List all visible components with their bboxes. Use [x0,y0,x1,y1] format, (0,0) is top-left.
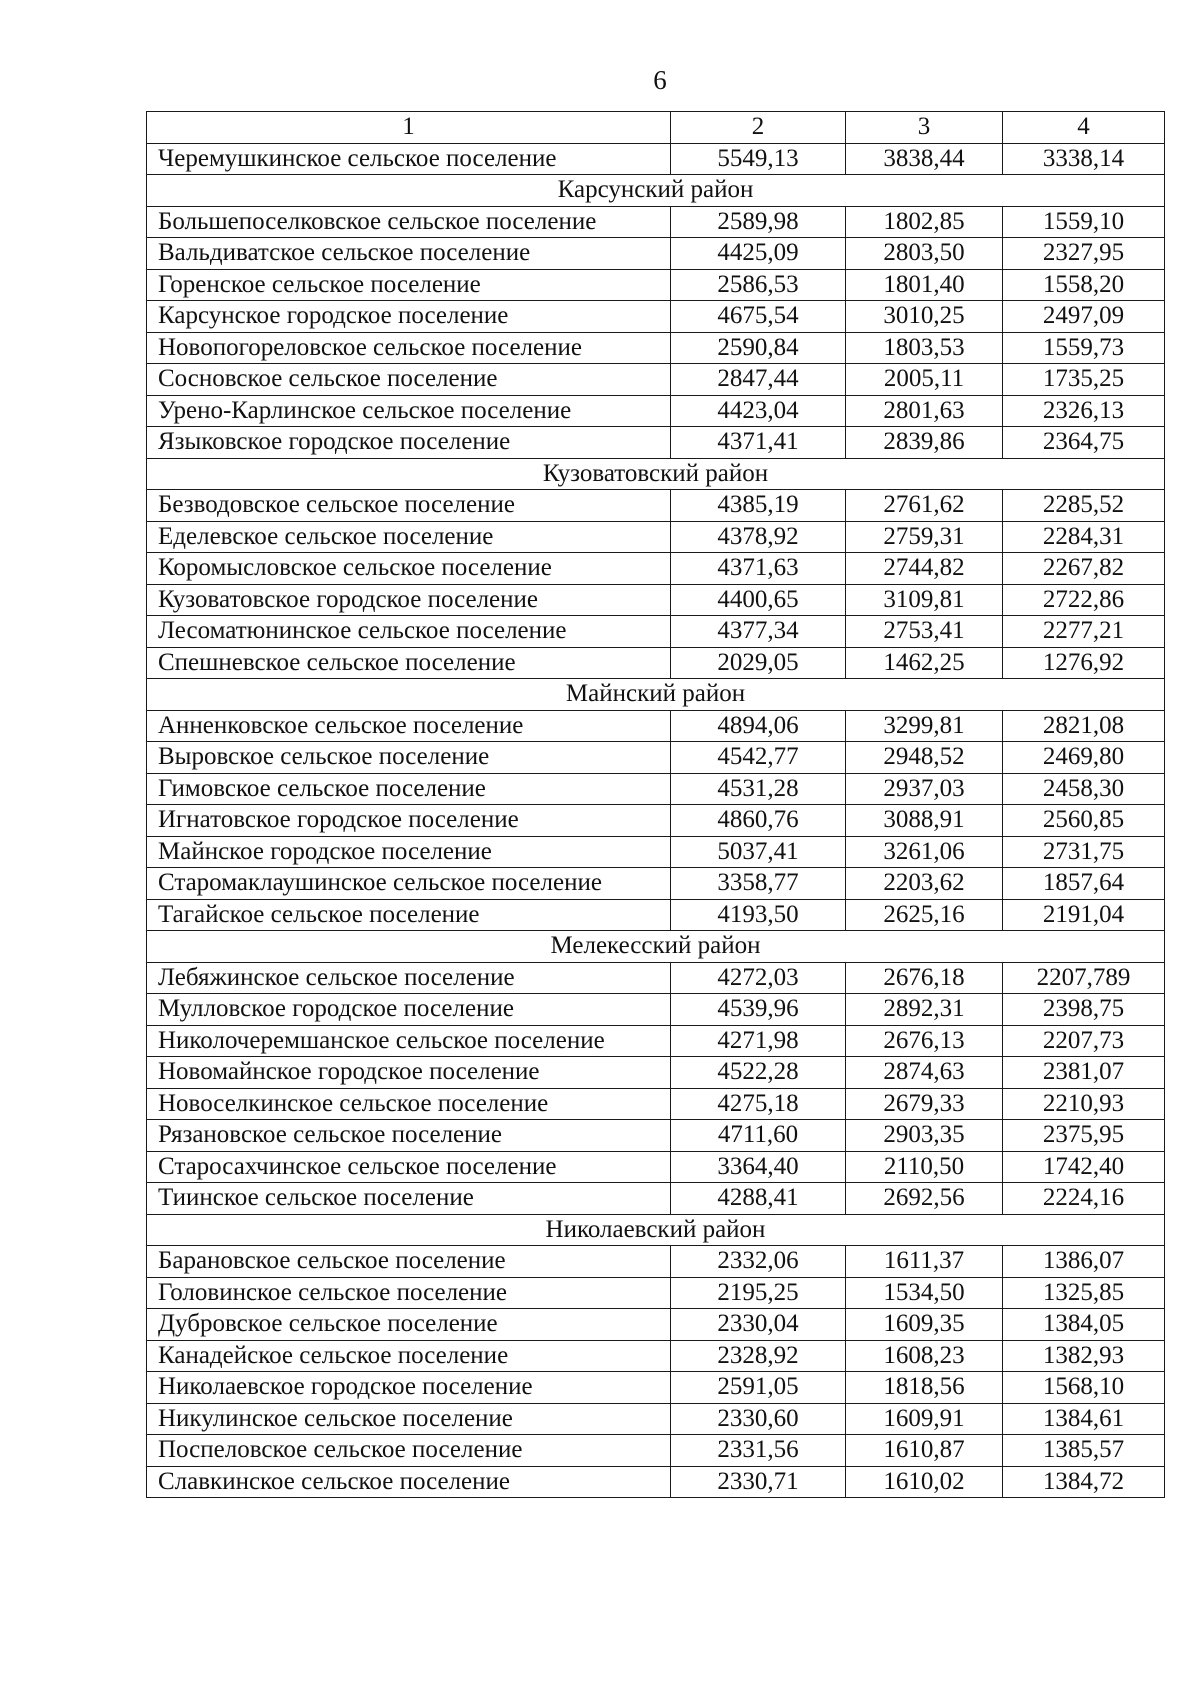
section-row [147,1214,1165,1246]
value-col-3: 2679,33 [846,1088,1003,1120]
settlement-name: Славкинское сельское поселение [147,1466,671,1498]
value-col-3: 2948,52 [846,742,1003,774]
table-row [147,1372,1165,1404]
value-col-3: 2759,31 [846,521,1003,553]
settlement-name: Старомаклаушинское сельское поселение [147,868,671,900]
value-col-3: 2676,18 [846,962,1003,994]
value-col-4: 1382,93 [1003,1340,1165,1372]
value-col-4: 1385,57 [1003,1435,1165,1467]
table-row [147,836,1165,868]
value-col-2: 4711,60 [671,1120,846,1152]
value-col-4: 1276,92 [1003,647,1165,679]
district-heading: Кузоватовский район [147,458,1165,490]
value-col-3: 1608,23 [846,1340,1003,1372]
settlement-name: Еделевское сельское поселение [147,521,671,553]
table-row [147,1057,1165,1089]
table-body [147,112,1165,1498]
settlement-name: Старосахчинское сельское поселение [147,1151,671,1183]
value-col-4: 1384,72 [1003,1466,1165,1498]
table-row [147,584,1165,616]
table-row [147,616,1165,648]
value-col-2: 2330,71 [671,1466,846,1498]
value-col-3: 2903,35 [846,1120,1003,1152]
settlement-name: Лесоматюнинское сельское поселение [147,616,671,648]
value-col-3: 1801,40 [846,269,1003,301]
table-row [147,868,1165,900]
value-col-4: 2284,31 [1003,521,1165,553]
value-col-3: 1611,37 [846,1246,1003,1278]
value-col-2: 4894,06 [671,710,846,742]
table-row [147,1403,1165,1435]
section-row [147,458,1165,490]
value-col-4: 1559,73 [1003,332,1165,364]
value-col-4: 1857,64 [1003,868,1165,900]
value-col-3: 1609,35 [846,1309,1003,1341]
value-col-3: 2801,63 [846,395,1003,427]
value-col-3: 2761,62 [846,490,1003,522]
table-row [147,427,1165,459]
district-heading: Николаевский район [147,1214,1165,1246]
value-col-2: 2328,92 [671,1340,846,1372]
value-col-2: 4542,77 [671,742,846,774]
value-col-4: 2381,07 [1003,1057,1165,1089]
section-row [147,175,1165,207]
value-col-2: 4288,41 [671,1183,846,1215]
settlement-name: Горенское сельское поселение [147,269,671,301]
value-col-3: 1462,25 [846,647,1003,679]
value-col-3: 2803,50 [846,238,1003,270]
value-col-2: 4272,03 [671,962,846,994]
settlement-name: Тагайское сельское поселение [147,899,671,931]
value-col-3: 2753,41 [846,616,1003,648]
table-row [147,206,1165,238]
table-row [147,1120,1165,1152]
settlement-name: Сосновское сельское поселение [147,364,671,396]
settlement-name: Дубровское сельское поселение [147,1309,671,1341]
value-col-3: 3088,91 [846,805,1003,837]
settlement-name: Рязановское сельское поселение [147,1120,671,1152]
value-col-4: 2458,30 [1003,773,1165,805]
table-row [147,1246,1165,1278]
value-col-2: 4271,98 [671,1025,846,1057]
value-col-2: 4860,76 [671,805,846,837]
value-col-2: 4675,54 [671,301,846,333]
value-col-4: 2722,86 [1003,584,1165,616]
section-row [147,931,1165,963]
value-col-4: 2560,85 [1003,805,1165,837]
settlement-name: Барановское сельское поселение [147,1246,671,1278]
table-row [147,269,1165,301]
value-col-3: 2676,13 [846,1025,1003,1057]
value-col-4: 2326,13 [1003,395,1165,427]
table-row [147,805,1165,837]
value-col-3: 1610,87 [846,1435,1003,1467]
value-col-3: 3010,25 [846,301,1003,333]
value-col-3: 2937,03 [846,773,1003,805]
value-col-3: 1610,02 [846,1466,1003,1498]
value-col-4: 1559,10 [1003,206,1165,238]
value-col-3: 1534,50 [846,1277,1003,1309]
value-col-4: 2210,93 [1003,1088,1165,1120]
settlement-name: Майнское городское поселение [147,836,671,868]
district-heading: Майнский район [147,679,1165,711]
value-col-4: 2224,16 [1003,1183,1165,1215]
value-col-3: 1609,91 [846,1403,1003,1435]
value-col-4: 2364,75 [1003,427,1165,459]
value-col-4: 2398,75 [1003,994,1165,1026]
value-col-2: 4385,19 [671,490,846,522]
value-col-2: 4193,50 [671,899,846,931]
table-row [147,1183,1165,1215]
table-row [147,1151,1165,1183]
value-col-2: 3364,40 [671,1151,846,1183]
settlement-name: Выровское сельское поселение [147,742,671,774]
value-col-2: 4275,18 [671,1088,846,1120]
value-col-4: 2821,08 [1003,710,1165,742]
value-col-4: 2469,80 [1003,742,1165,774]
settlement-name: Николочеремшанское сельское поселение [147,1025,671,1057]
settlement-name: Коромысловское сельское поселение [147,553,671,585]
value-col-4: 1568,10 [1003,1372,1165,1404]
table-row [147,143,1165,175]
value-col-2: 2029,05 [671,647,846,679]
settlement-name: Лебяжинское сельское поселение [147,962,671,994]
value-col-2: 2195,25 [671,1277,846,1309]
settlement-name: Языковское городское поселение [147,427,671,459]
settlement-name: Новомайнское городское поселение [147,1057,671,1089]
settlement-name: Кузоватовское городское поселение [147,584,671,616]
value-col-4: 1386,07 [1003,1246,1165,1278]
page-number: 6 [653,65,667,95]
table-row [147,364,1165,396]
settlement-name: Канадейское сельское поселение [147,1340,671,1372]
value-col-2: 2332,06 [671,1246,846,1278]
header-row [147,112,1165,144]
value-col-2: 2591,05 [671,1372,846,1404]
table-row [147,962,1165,994]
value-col-3: 1802,85 [846,206,1003,238]
column-header-1: 1 [147,112,671,144]
value-col-2: 4400,65 [671,584,846,616]
value-col-2: 2586,53 [671,269,846,301]
settlement-name: Безводовское сельское поселение [147,490,671,522]
value-col-4: 1558,20 [1003,269,1165,301]
table-row [147,710,1165,742]
settlement-name: Карсунское городское поселение [147,301,671,333]
value-col-3: 3109,81 [846,584,1003,616]
settlement-name: Николаевское городское поселение [147,1372,671,1404]
section-row [147,679,1165,711]
table-row [147,1088,1165,1120]
settlement-name: Игнатовское городское поселение [147,805,671,837]
value-col-2: 4531,28 [671,773,846,805]
district-heading: Мелекесский район [147,931,1165,963]
table-row [147,301,1165,333]
value-col-3: 3838,44 [846,143,1003,175]
settlement-name: Тиинское сельское поселение [147,1183,671,1215]
settlement-name: Мулловское городское поселение [147,994,671,1026]
table-row [147,1466,1165,1498]
value-col-4: 2267,82 [1003,553,1165,585]
value-col-2: 3358,77 [671,868,846,900]
table-row [147,521,1165,553]
value-col-2: 4378,92 [671,521,846,553]
value-col-4: 2285,52 [1003,490,1165,522]
value-col-2: 2331,56 [671,1435,846,1467]
settlement-name: Новоселкинское сельское поселение [147,1088,671,1120]
value-col-4: 2191,04 [1003,899,1165,931]
value-col-2: 4539,96 [671,994,846,1026]
value-col-4: 2327,95 [1003,238,1165,270]
settlement-name: Спешневское сельское поселение [147,647,671,679]
value-col-3: 2874,63 [846,1057,1003,1089]
column-header-3: 3 [846,112,1003,144]
table-row [147,773,1165,805]
value-col-4: 1384,61 [1003,1403,1165,1435]
value-col-3: 2839,86 [846,427,1003,459]
value-col-3: 2110,50 [846,1151,1003,1183]
value-col-2: 2330,04 [671,1309,846,1341]
value-col-3: 1818,56 [846,1372,1003,1404]
value-col-2: 5037,41 [671,836,846,868]
value-col-2: 2330,60 [671,1403,846,1435]
column-header-2: 2 [671,112,846,144]
settlement-name: Гимовское сельское поселение [147,773,671,805]
district-heading: Карсунский район [147,175,1165,207]
table-row [147,1025,1165,1057]
settlement-name: Новопогореловское сельское поселение [147,332,671,364]
value-col-2: 2589,98 [671,206,846,238]
table-row [147,553,1165,585]
column-header-4: 4 [1003,112,1165,144]
settlement-name: Головинское сельское поселение [147,1277,671,1309]
value-col-3: 2005,11 [846,364,1003,396]
value-col-3: 3261,06 [846,836,1003,868]
table-row [147,1435,1165,1467]
table-row [147,899,1165,931]
settlement-name: Никулинское сельское поселение [147,1403,671,1435]
value-col-2: 4423,04 [671,395,846,427]
settlements-table-wrapper [146,111,1164,1498]
table-row [147,1340,1165,1372]
table-row [147,490,1165,522]
value-col-4: 2375,95 [1003,1120,1165,1152]
settlement-name: Черемушкинское сельское поселение [147,143,671,175]
value-col-3: 2203,62 [846,868,1003,900]
value-col-4: 2277,21 [1003,616,1165,648]
value-col-2: 4377,34 [671,616,846,648]
value-col-2: 4371,41 [671,427,846,459]
value-col-2: 4371,63 [671,553,846,585]
value-col-4: 1742,40 [1003,1151,1165,1183]
value-col-4: 2731,75 [1003,836,1165,868]
value-col-4: 1325,85 [1003,1277,1165,1309]
value-col-4: 2207,789 [1003,962,1165,994]
value-col-3: 2892,31 [846,994,1003,1026]
value-col-3: 2692,56 [846,1183,1003,1215]
value-col-2: 4425,09 [671,238,846,270]
table-row [147,1309,1165,1341]
settlement-name: Урено-Карлинское сельское поселение [147,395,671,427]
value-col-3: 3299,81 [846,710,1003,742]
value-col-3: 1803,53 [846,332,1003,364]
value-col-3: 2625,16 [846,899,1003,931]
settlement-name: Вальдиватское сельское поселение [147,238,671,270]
table-row [147,1277,1165,1309]
value-col-4: 3338,14 [1003,143,1165,175]
value-col-2: 5549,13 [671,143,846,175]
value-col-4: 1735,25 [1003,364,1165,396]
table-row [147,395,1165,427]
value-col-4: 1384,05 [1003,1309,1165,1341]
table-row [147,332,1165,364]
settlement-name: Анненковское сельское поселение [147,710,671,742]
settlements-table [146,111,1165,1498]
value-col-2: 2590,84 [671,332,846,364]
value-col-2: 2847,44 [671,364,846,396]
table-row [147,647,1165,679]
settlement-name: Большепоселковское сельское поселение [147,206,671,238]
value-col-4: 2207,73 [1003,1025,1165,1057]
table-row [147,994,1165,1026]
value-col-3: 2744,82 [846,553,1003,585]
value-col-4: 2497,09 [1003,301,1165,333]
table-row [147,742,1165,774]
settlement-name: Поспеловское сельское поселение [147,1435,671,1467]
table-row [147,238,1165,270]
value-col-2: 4522,28 [671,1057,846,1089]
